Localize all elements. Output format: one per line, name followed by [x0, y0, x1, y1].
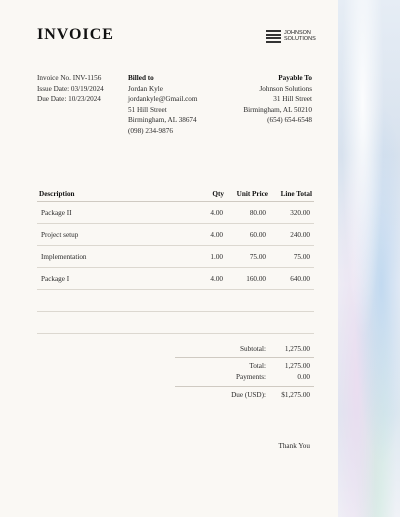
thank-you-note: Thank You	[278, 442, 310, 450]
invoice-number: Invoice No. INV-1156	[37, 74, 102, 82]
row-qty: 4.00	[210, 208, 223, 217]
divider	[37, 311, 314, 312]
row-unit-price: 60.00	[249, 230, 266, 239]
row-qty: 4.00	[210, 274, 223, 283]
due-value: $1,275.00	[281, 391, 310, 399]
total-label: Total:	[249, 362, 266, 370]
subtotal-value: 1,275.00	[284, 345, 310, 353]
row-line-total: 320.00	[290, 208, 310, 217]
due-label: Due (USD):	[231, 391, 266, 399]
due-date: Due Date: 10/23/2024	[37, 95, 101, 104]
billed-to-street: 51 Hill Street	[128, 105, 167, 114]
billed-to-phone: (098) 234-9876	[128, 126, 173, 135]
subtotal-label: Subtotal:	[240, 345, 266, 353]
row-unit-price: 80.00	[249, 208, 266, 217]
row-qty: 4.00	[210, 230, 223, 239]
row-description: Package I	[41, 274, 70, 283]
payable-to-phone: (654) 654-6548	[267, 116, 312, 125]
header-unit-price: Unit Price	[236, 189, 268, 198]
payable-to-heading: Payable To	[278, 74, 312, 82]
row-line-total: 240.00	[290, 230, 310, 239]
row-unit-price: 75.00	[249, 252, 266, 261]
row-line-total: 640.00	[290, 274, 310, 283]
payable-to-city: Birmingham, AL 50210	[243, 105, 312, 114]
row-description: Project setup	[41, 230, 79, 239]
row-qty: 1.00	[210, 252, 223, 261]
divider	[175, 357, 314, 358]
company-logo	[266, 30, 326, 46]
row-line-total: 75.00	[293, 252, 310, 261]
payable-to-name: Johnson Solutions	[259, 84, 312, 93]
billed-to-city: Birmingham, AL 38674	[128, 116, 197, 125]
divider	[175, 386, 314, 387]
header-qty: Qty	[212, 189, 224, 198]
invoice-title: INVOICE	[37, 26, 114, 43]
table-row	[37, 224, 314, 246]
row-unit-price: 160.00	[246, 274, 266, 283]
billed-to-heading: Billed to	[128, 74, 154, 82]
logo-text: JOHNSON SOLUTIONS	[284, 30, 316, 42]
line-items-table	[37, 186, 314, 290]
header-description: Description	[39, 189, 75, 198]
issue-date: Issue Date: 03/19/2024	[37, 84, 104, 93]
row-description: Package II	[41, 208, 72, 217]
payable-to	[220, 73, 312, 126]
payments-label: Payments:	[236, 373, 266, 381]
payable-to-street: 31 Hill Street	[273, 95, 312, 104]
table-header	[37, 186, 314, 202]
table-row	[37, 268, 314, 290]
table-row	[37, 202, 314, 224]
row-description: Implementation	[41, 252, 87, 261]
invoice-meta	[37, 73, 104, 105]
total-value: 1,275.00	[284, 362, 310, 370]
table-row	[37, 246, 314, 268]
billed-to-name: Jordan Kyle	[128, 84, 163, 93]
holographic-background	[338, 0, 400, 517]
divider	[37, 333, 314, 334]
payments-value: 0.00	[297, 373, 310, 381]
billed-to-email: jordankyle@Gmail.com	[128, 95, 198, 104]
logo-bars-icon	[266, 30, 281, 44]
header-line-total: Line Total	[280, 189, 312, 198]
billed-to	[128, 73, 198, 137]
